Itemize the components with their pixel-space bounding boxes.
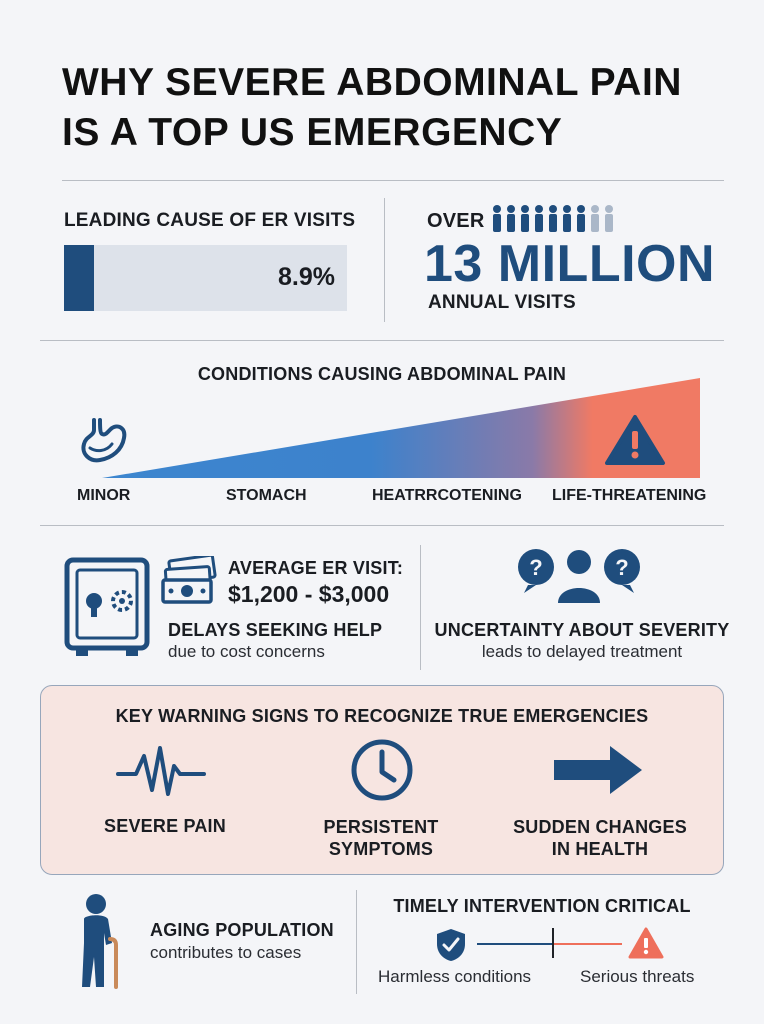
clock-icon	[350, 738, 414, 802]
intervention-left-label: Harmless conditions	[378, 967, 532, 986]
people-questions-icon	[516, 545, 642, 605]
sign-persistent-line1: PERSISTENT	[323, 817, 439, 837]
divider-vertical	[356, 890, 357, 994]
er-cause-label: LEADING CAUSE OF ER VISITS	[64, 210, 356, 231]
uncertainty-title: UNCERTAINTY ABOUT SEVERITY	[434, 620, 730, 640]
aging-sub: contributes to cases	[150, 943, 302, 962]
delay-sub: due to cost concerns	[168, 642, 325, 661]
money-icon	[160, 556, 218, 606]
conditions-heading: CONDITIONS CAUSING ABDOMINAL PAIN	[197, 364, 567, 384]
avg-visit-range: $1,200 - $3,000	[228, 581, 390, 607]
sign-severe-pain: SEVERE PAIN	[104, 816, 226, 836]
visits-number: 13 MILLION	[424, 235, 716, 293]
safe-icon	[64, 557, 150, 659]
scale-label-stomach: STOMACH	[226, 487, 307, 504]
er-percent-bar-fill	[64, 245, 94, 311]
shield-check-icon	[434, 927, 468, 963]
sign-persistent-symptoms	[296, 816, 466, 860]
arrow-right-icon	[554, 746, 644, 794]
svg-text:?: ?	[615, 555, 629, 580]
intervention-line-right	[554, 943, 622, 945]
sign-sudden-changes	[502, 816, 698, 860]
warning-triangle-small-icon	[628, 926, 664, 960]
scale-label-middle: HEATRRCOTENING	[372, 487, 522, 504]
intervention-line-left	[477, 943, 553, 945]
divider	[40, 525, 724, 526]
intervention-right-label: Serious threats	[580, 967, 695, 986]
title-line-1: WHY SEVERE ABDOMINAL PAIN	[62, 61, 682, 104]
title-line-2: IS A TOP US EMERGENCY	[62, 111, 563, 154]
avg-visit-label: AVERAGE ER VISIT:	[228, 558, 404, 578]
sign-sudden-line1: SUDDEN CHANGES	[513, 817, 687, 837]
elderly-person-icon	[70, 893, 130, 989]
sign-persistent-line2: SYMPTOMS	[328, 839, 434, 859]
uncertainty-sub: leads to delayed treatment	[481, 642, 683, 661]
er-percent-bar	[64, 245, 347, 311]
divider-vertical	[384, 198, 385, 322]
divider	[40, 340, 724, 341]
divider-vertical	[420, 545, 421, 670]
over-label: OVER	[427, 210, 485, 232]
people-row-icon	[490, 204, 622, 234]
page-title	[62, 58, 722, 158]
scale-label-minor: MINOR	[77, 487, 131, 504]
divider	[62, 180, 724, 181]
heartbeat-icon	[116, 742, 206, 802]
warning-triangle-icon	[604, 414, 666, 466]
stomach-icon	[76, 416, 130, 466]
aging-title: AGING POPULATION	[150, 920, 334, 940]
intervention-title: TIMELY INTERVENTION CRITICAL	[393, 896, 691, 916]
svg-text:?: ?	[529, 555, 543, 580]
scale-label-life-threatening: LIFE-THREATENING	[552, 487, 707, 504]
sign-sudden-line2: IN HEALTH	[551, 839, 649, 859]
visits-label: ANNUAL VISITS	[428, 292, 576, 313]
warning-heading: KEY WARNING SIGNS TO RECOGNIZE TRUE EMERGENCIES	[115, 706, 649, 726]
er-percent-text: 8.9%	[278, 263, 335, 291]
delay-title: DELAYS SEEKING HELP	[168, 620, 383, 640]
